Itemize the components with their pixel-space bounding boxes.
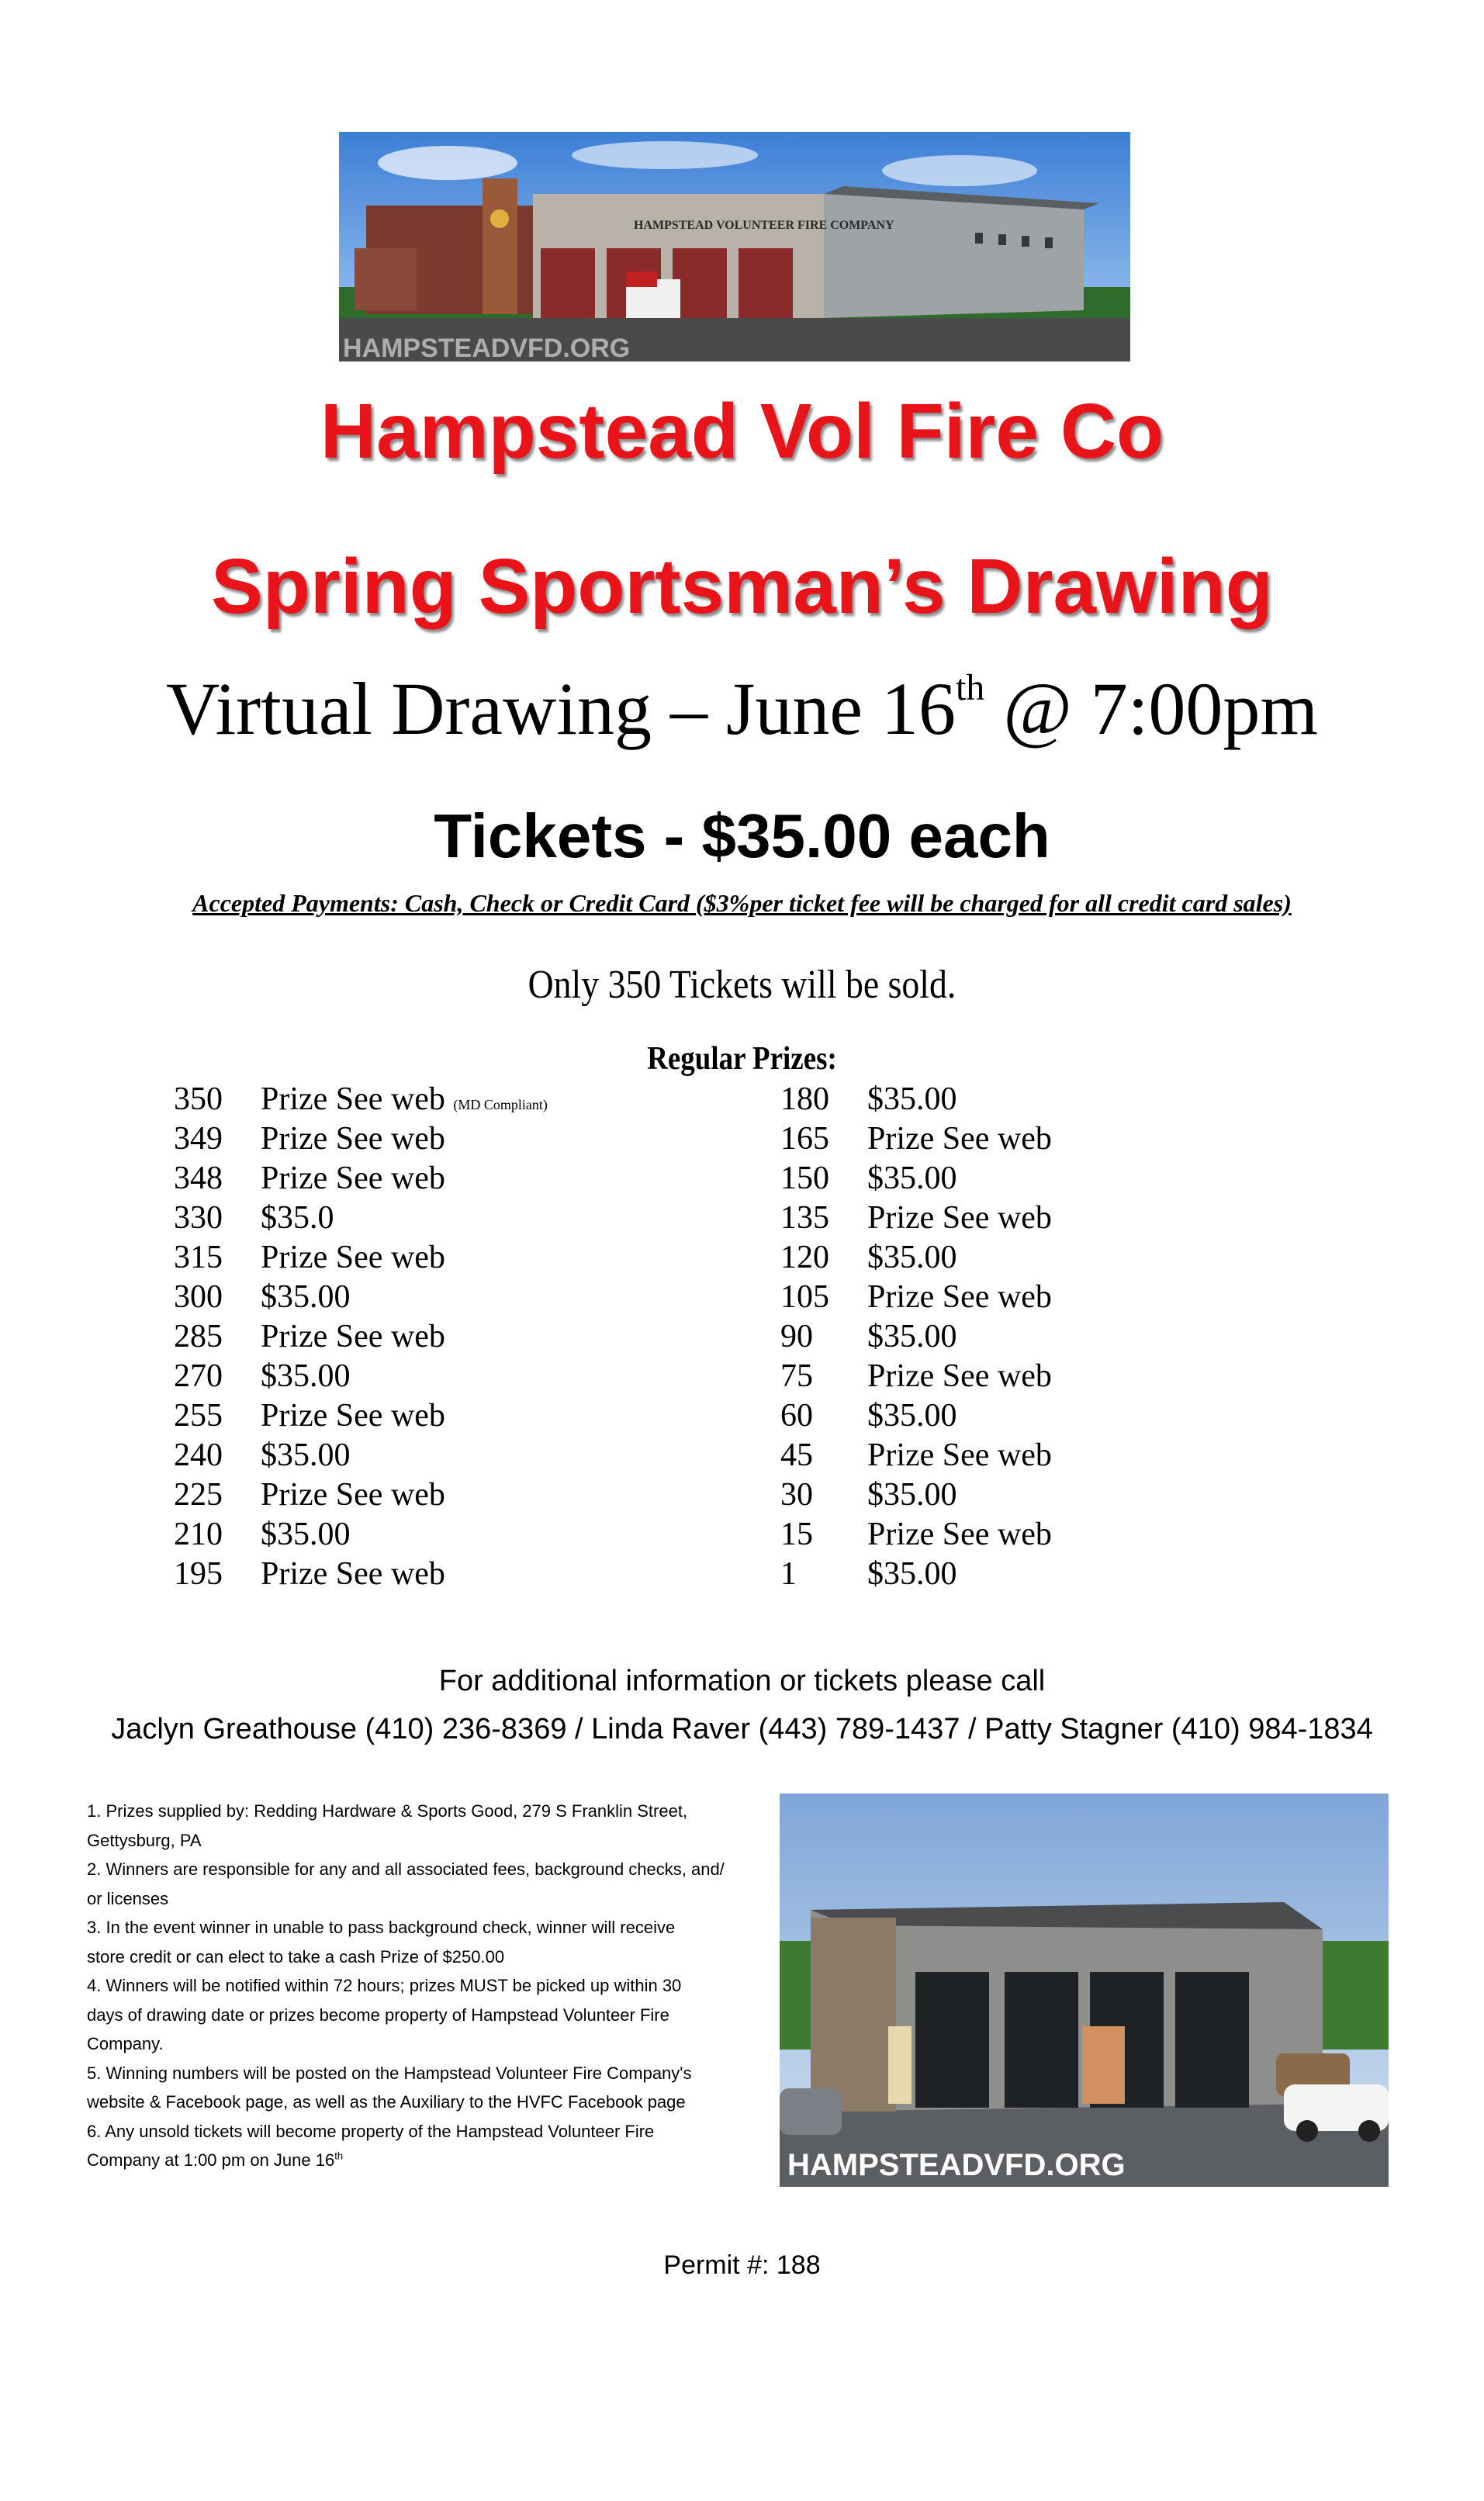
prize-row [780, 1515, 1323, 1555]
prize-value: Prize See web [261, 1121, 445, 1157]
ticket-number: 165 [780, 1121, 829, 1157]
prize-row [780, 1555, 1323, 1594]
ticket-number: 240 [174, 1437, 223, 1473]
prize-row [780, 1475, 1323, 1515]
prize-value: Prize See web [261, 1556, 445, 1592]
ticket-number: 225 [174, 1477, 223, 1513]
ticket-number: 300 [174, 1279, 223, 1315]
ticket-number: 15 [780, 1517, 813, 1552]
prize-row [780, 1159, 1323, 1199]
prize-value: $35.00 [867, 1319, 957, 1354]
ticket-number: 75 [780, 1358, 813, 1394]
note-last-text: Company at 1:00 pm on June 16 [87, 2150, 335, 2170]
prize-text: Prize See web [261, 1081, 445, 1117]
ticket-number: 30 [780, 1477, 813, 1513]
prize-row [174, 1278, 717, 1317]
prize-row [174, 1515, 717, 1555]
prize-row [780, 1317, 1323, 1357]
prize-value: $35.00 [867, 1398, 957, 1434]
prize-row [780, 1278, 1323, 1317]
prize-row [174, 1436, 717, 1475]
prize-value: Prize See web [867, 1279, 1052, 1315]
prize-value: Prize See web [867, 1121, 1052, 1157]
prize-row [174, 1119, 717, 1159]
ticket-number: 348 [174, 1161, 223, 1196]
prize-row [174, 1475, 717, 1515]
ticket-number: 90 [780, 1319, 813, 1354]
ticket-number: 255 [174, 1398, 223, 1434]
prize-row [174, 1317, 717, 1357]
ticket-number: 105 [780, 1279, 829, 1315]
prize-value: $35.00 [261, 1358, 351, 1394]
ticket-number: 285 [174, 1319, 223, 1354]
prize-value: $35.00 [867, 1081, 957, 1117]
prize-row [780, 1080, 1323, 1119]
prize-row [174, 1357, 717, 1396]
note-line: days of drawing date or prizes become property of Hampstead Volunteer Fire [87, 2005, 669, 2025]
note-line: 5. Winning numbers will be posted on the Hampstead Volunteer Fire Company's [87, 2063, 692, 2083]
drawing-date-sup: th [955, 667, 985, 708]
prize-value: $35.00 [867, 1240, 957, 1275]
prize-list-right [780, 1080, 1323, 1594]
prize-note: (MD Compliant) [453, 1097, 548, 1112]
note-line: 4. Winners will be notified within 72 hours; prizes MUST be picked up within 30 [87, 1976, 682, 1995]
prize-value: Prize See web [867, 1200, 1052, 1236]
ticket-number: 315 [174, 1240, 223, 1275]
prize-value: Prize See web [261, 1161, 445, 1196]
prize-value: Prize See web [867, 1517, 1052, 1552]
prize-value: $35.00 [261, 1437, 351, 1473]
prize-value: Prize See web [867, 1358, 1052, 1394]
prize-row [780, 1396, 1323, 1436]
note-line: 6. Any unsold tickets will become property of the Hampstead Volunteer Fire [87, 2121, 655, 2141]
ticket-number: 349 [174, 1121, 223, 1157]
prize-row [780, 1199, 1323, 1238]
prize-row [780, 1357, 1323, 1396]
prize-row [174, 1199, 717, 1238]
watermark: HAMPSTEADVFD.ORG [787, 2148, 1126, 2182]
note-last-sup: th [334, 2150, 344, 2162]
prize-row [174, 1555, 717, 1594]
page-title: Hampstead Vol Fire Co [320, 388, 1164, 475]
ticket-number: 270 [174, 1358, 223, 1394]
prize-row [780, 1436, 1323, 1475]
drawing-date [0, 666, 1484, 752]
drawing-time-text: @ 7:00pm [984, 667, 1319, 750]
ticket-number: 330 [174, 1200, 223, 1236]
event-name: Spring Sportsman’s Drawing [211, 543, 1273, 630]
prize-value: $35.0 [261, 1200, 334, 1236]
building-sign: HAMPSTEAD VOLUNTEER FIRE COMPANY [634, 219, 894, 232]
prize-value: $35.00 [867, 1556, 957, 1592]
ticket-number: 180 [780, 1081, 829, 1117]
ticket-price: Tickets - $35.00 each [434, 801, 1050, 870]
prize-value: Prize See web [261, 1398, 445, 1434]
fire-station-image [339, 132, 1130, 361]
fire-station-rendering-top [339, 132, 1130, 361]
prize-row [174, 1396, 717, 1436]
prize-value: $35.00 [261, 1279, 351, 1315]
ticket-number: 135 [780, 1200, 829, 1236]
note-line: 1. Prizes supplied by: Redding Hardware & Sports Good, 279 S Franklin Street, [87, 1801, 688, 1821]
prize-value [261, 1080, 548, 1125]
note-line: Company. [87, 2034, 164, 2053]
watermark: HAMPSTEADVFD.ORG [343, 334, 631, 361]
regular-prizes-heading: Regular Prizes: [647, 1041, 837, 1077]
prize-list-left [174, 1080, 717, 1594]
ticket-number: 350 [174, 1081, 223, 1117]
prize-row [780, 1119, 1323, 1159]
prize-row [174, 1238, 717, 1278]
prize-value: $35.00 [261, 1517, 351, 1552]
tickets-limit: Only 350 Tickets will be sold. [528, 963, 956, 1007]
note-line: website & Facebook page, as well as the Auxiliary to the HVFC Facebook page [87, 2092, 686, 2112]
ticket-number: 210 [174, 1517, 223, 1552]
drawing-date-text: Virtual Drawing – June 16 [165, 667, 956, 750]
note-line: store credit or can elect to take a cash Prize of $250.00 [87, 1946, 505, 1967]
note-line-last [87, 2146, 754, 2175]
fire-station-rendering-bottom [780, 1794, 1389, 2187]
ticket-number: 45 [780, 1437, 813, 1473]
note-line: 3. In the event winner in unable to pass background check, winner will receive [87, 1918, 676, 1937]
note-line: 2. Winners are responsible for any and all associated fees, background checks, and/ [87, 1859, 725, 1879]
permit-number: Permit #: 188 [663, 2250, 821, 2280]
note-line: Gettysburg, PA [87, 1830, 202, 1850]
note-line: or licenses [87, 1888, 169, 1908]
rules-notes [87, 1797, 754, 2175]
prize-row [174, 1159, 717, 1199]
fire-station-image [780, 1794, 1389, 2187]
prize-value: Prize See web [261, 1319, 445, 1354]
contact-info-heading: For additional information or tickets please call [438, 1665, 1046, 1697]
prize-value: Prize See web [867, 1437, 1052, 1473]
ticket-number: 150 [780, 1161, 829, 1196]
prize-row [780, 1238, 1323, 1278]
prize-value: $35.00 [867, 1477, 957, 1513]
prize-value: Prize See web [261, 1477, 445, 1513]
prize-value: Prize See web [261, 1240, 445, 1275]
accepted-payments: Accepted Payments: Cash, Check or Credit Card ($3%per ticket fee will be charged for all credit card sales) [192, 889, 1292, 917]
ticket-number: 60 [780, 1398, 813, 1434]
prize-value: $35.00 [867, 1161, 957, 1196]
prize-row [174, 1080, 717, 1119]
ticket-number: 120 [780, 1240, 829, 1275]
ticket-number: 195 [174, 1556, 223, 1592]
ticket-number: 1 [780, 1556, 797, 1592]
contact-info-names: Jaclyn Greathouse (410) 236-8369 / Linda Raver (443) 789-1437 / Patty Stagner (410) 984-1834 [111, 1713, 1373, 1745]
